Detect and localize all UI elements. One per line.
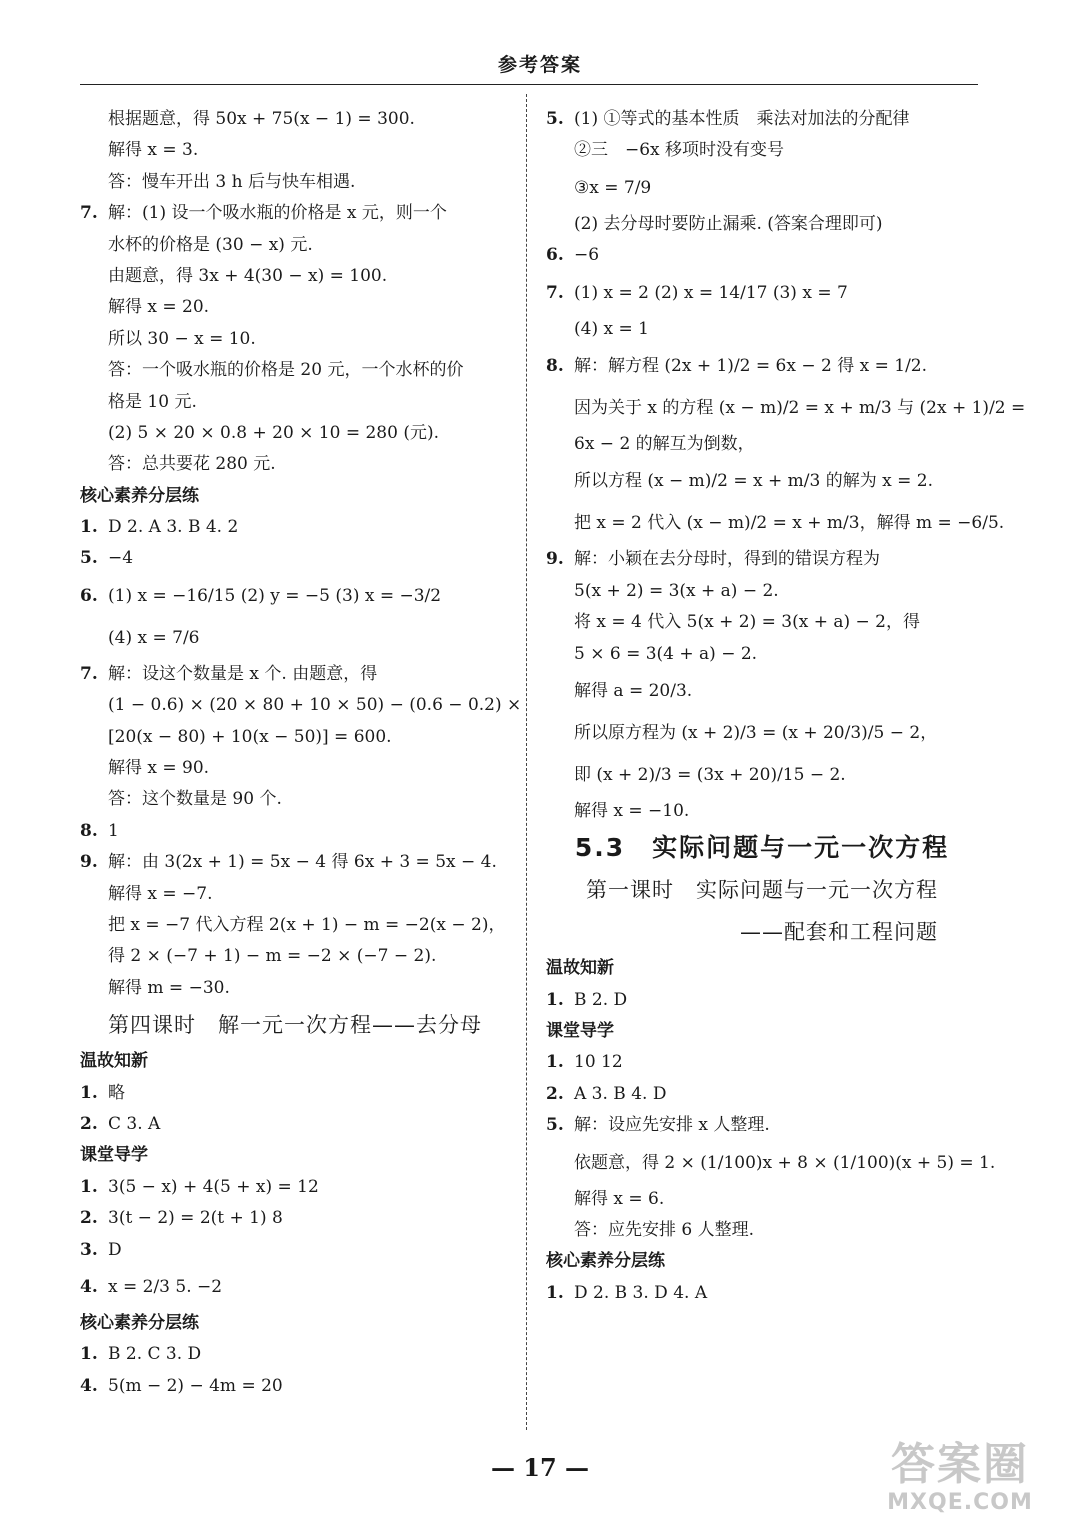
answer-item <box>80 1203 510 1234</box>
item-text: B 2. D <box>574 989 628 1010</box>
item-number: 3. <box>80 1239 98 1260</box>
item-number: 2. <box>80 1208 98 1229</box>
answer-line: (4) x = 1 <box>574 318 649 339</box>
watermark-logo <box>870 1440 1050 1524</box>
answer-line: 所以方程 (x − m)/2 = x + m/3 的解为 x = 2. <box>574 471 933 492</box>
item-text: D 2. A 3. B 4. 2 <box>108 517 239 538</box>
answer-item <box>80 1339 510 1370</box>
answer-line: (4) x = 7/6 <box>108 627 200 648</box>
answer-line: 水杯的价格是 (30 − x) 元. <box>108 234 313 255</box>
item-text: −6 <box>574 245 600 266</box>
answer-item <box>546 985 978 1016</box>
answer-line: ③x = 7/9 <box>574 177 652 198</box>
item-text: C 3. A <box>108 1113 161 1134</box>
answer-line: 因为关于 x 的方程 (x − m)/2 = x + m/3 与 (2x + 1)/2 = <box>574 397 1026 418</box>
answer-line: (2) 5 × 20 × 0.8 + 20 × 10 = 280 (元). <box>108 422 440 443</box>
item-number: 7. <box>80 203 98 224</box>
item-text: (1) ①等式的基本性质 乘法对加法的分配律 <box>574 109 910 129</box>
item-number: 1. <box>80 1176 98 1197</box>
answer-item <box>546 345 978 387</box>
page-number: — 17 — <box>490 1453 590 1482</box>
answer-item <box>80 543 510 574</box>
section-heading: 核心素养分层练 <box>80 1312 199 1333</box>
answer-line: 答：这个数量是 90 个. <box>108 789 282 810</box>
item-number: 8. <box>546 355 564 376</box>
item-text: A 3. B 4. D <box>574 1083 667 1104</box>
section-heading: 温故知新 <box>80 1051 148 1072</box>
answer-item <box>546 1278 978 1309</box>
answer-item <box>80 575 510 617</box>
item-number: 6. <box>80 585 98 606</box>
lesson-title: 第四课时 解一元一次方程——去分母 <box>108 1013 482 1038</box>
answer-line: 5 × 6 = 3(4 + a) − 2. <box>574 643 758 664</box>
answer-item <box>546 240 978 271</box>
answer-line: 根据题意，得 50x + 75(x − 1) = 300. <box>108 109 415 129</box>
answer-line: 把 x = 2 代入 (x − m)/2 = x + m/3，解得 m = −6/5. <box>574 513 1005 534</box>
answer-line: 由题意，得 3x + 4(30 − x) = 100. <box>108 265 388 286</box>
item-number: 4. <box>80 1375 98 1396</box>
answer-item <box>80 1172 510 1203</box>
section-heading: 核心素养分层练 <box>546 1251 665 1272</box>
item-number: 8. <box>80 820 98 841</box>
answer-item <box>80 659 510 690</box>
item-text: B 2. C 3. D <box>108 1344 202 1365</box>
answer-line: 即 (x + 2)/3 = (3x + 20)/15 − 2. <box>574 764 846 785</box>
section-heading: 课堂导学 <box>546 1021 614 1042</box>
answer-item <box>80 1078 510 1109</box>
answer-item <box>80 1109 510 1140</box>
answer-item <box>546 1079 978 1110</box>
header-rule <box>80 84 978 85</box>
page-header-title: 参考答案 <box>497 54 582 76</box>
answer-line: ②三 −6x 移项时没有变号 <box>574 140 785 161</box>
item-number: 1. <box>80 517 98 538</box>
section-heading: 核心素养分层练 <box>80 485 199 506</box>
item-number: 1. <box>546 989 564 1010</box>
answer-item <box>80 198 510 229</box>
item-number: 6. <box>546 245 564 266</box>
answer-item <box>546 272 978 314</box>
answer-line: 答：应先安排 6 人整理. <box>574 1220 755 1241</box>
section-heading: 课堂导学 <box>80 1145 148 1166</box>
watermark-url: MXQE.COM <box>887 1490 1033 1515</box>
answer-line: 6x − 2 的解互为倒数， <box>574 433 755 454</box>
lesson-title: 第一课时 实际问题与一元一次方程 <box>586 878 938 903</box>
answer-line: 解得 x = −7. <box>108 883 213 904</box>
item-text: (1) x = 2 (2) x = 14/17 (3) x = 7 <box>574 282 848 303</box>
item-text: D <box>108 1239 122 1260</box>
item-number: 5. <box>546 109 564 129</box>
answer-line: 格是 10 元. <box>108 391 197 412</box>
answer-item <box>546 104 978 135</box>
answer-item <box>80 847 510 878</box>
section-title: 5.3 实际问题与一元一次方程 <box>574 833 950 863</box>
watermark-mark: 答案圈 <box>891 1439 1029 1490</box>
answer-line: 解得 x = 20. <box>108 297 210 318</box>
answer-line: 5(x + 2) = 3(x + a) − 2. <box>574 580 779 601</box>
item-number: 7. <box>80 663 98 684</box>
column-divider <box>526 94 527 1430</box>
answer-item <box>546 1047 978 1078</box>
answer-item <box>80 816 510 847</box>
item-text: 1 <box>108 820 119 841</box>
right-column <box>546 104 1026 1309</box>
item-number: 5. <box>80 548 98 569</box>
answer-line: [20(x − 80) + 10(x − 50)] = 600. <box>108 726 392 747</box>
answer-item <box>546 544 978 575</box>
item-text: 解：设应先安排 x 人整理. <box>574 1115 770 1136</box>
answer-line: (2) 去分母时要防止漏乘. (答案合理即可) <box>574 213 883 234</box>
answer-line: 解得 m = −30. <box>108 977 230 998</box>
answer-line: 解得 a = 20/3. <box>574 680 693 701</box>
item-text: (1) x = −16/15 (2) y = −5 (3) x = −3/2 <box>108 585 442 606</box>
item-number: 1. <box>80 1082 98 1103</box>
item-number: 7. <box>546 282 564 303</box>
item-text: 解：由 3(2x + 1) = 5x − 4 得 6x + 3 = 5x − 4. <box>108 852 497 873</box>
answer-line: 解得 x = 3. <box>108 140 199 161</box>
answer-line: (1 − 0.6) × (20 × 80 + 10 × 50) − (0.6 − 0.2) × <box>108 695 522 716</box>
item-number: 2. <box>80 1113 98 1134</box>
answer-line: 把 x = −7 代入方程 2(x + 1) − m = −2(x − 2)， <box>108 914 506 935</box>
item-number: 2. <box>546 1083 564 1104</box>
answer-line: 所以原方程为 (x + 2)/3 = (x + 20/3)/5 − 2， <box>574 722 938 743</box>
item-text: 解：解方程 (2x + 1)/2 = 6x − 2 得 x = 1/2. <box>574 355 928 376</box>
item-number: 9. <box>80 852 98 873</box>
item-text: D 2. B 3. D 4. A <box>574 1282 708 1303</box>
answer-line: 答：慢车开出 3 h 后与快车相遇. <box>108 171 356 192</box>
item-text: 3(t − 2) = 2(t + 1) 8 <box>108 1208 283 1229</box>
item-text: 5(m − 2) − 4m = 20 <box>108 1375 283 1396</box>
item-number: 1. <box>546 1282 564 1303</box>
answer-line: 答：总共要花 280 元. <box>108 454 276 475</box>
answer-line: 依题意，得 2 × (1/100)x + 8 × (1/100)(x + 5) = 1. <box>574 1152 996 1173</box>
item-text: 解：设这个数量是 x 个. 由题意，得 <box>108 663 378 684</box>
item-text: x = 2/3 5. −2 <box>108 1276 223 1297</box>
item-text: 3(5 − x) + 4(5 + x) = 12 <box>108 1176 319 1197</box>
answer-item <box>80 1371 510 1402</box>
item-text: 解：小颖在去分母时，得到的错误方程为 <box>574 549 880 570</box>
item-text: 解：(1) 设一个吸水瓶的价格是 x 元，则一个 <box>108 203 447 224</box>
answer-item <box>80 1266 510 1308</box>
answer-line: 得 2 × (−7 + 1) − m = −2 × (−7 − 2). <box>108 946 437 967</box>
answer-item <box>80 1235 510 1266</box>
lesson-title: ——配套和工程问题 <box>740 920 938 945</box>
answer-item <box>546 1110 978 1141</box>
item-number: 4. <box>80 1276 98 1297</box>
answer-line: 将 x = 4 代入 5(x + 2) = 3(x + a) − 2，得 <box>574 612 920 633</box>
answer-line: 所以 30 − x = 10. <box>108 328 256 349</box>
item-number: 1. <box>546 1052 564 1073</box>
item-number: 1. <box>80 1344 98 1365</box>
item-number: 9. <box>546 549 564 570</box>
answer-line: 解得 x = −10. <box>574 800 690 821</box>
item-number: 5. <box>546 1115 564 1136</box>
section-heading: 温故知新 <box>546 958 614 979</box>
answer-line: 答：一个吸水瓶的价格是 20 元，一个水杯的价 <box>108 360 464 381</box>
answer-line: 解得 x = 6. <box>574 1188 665 1209</box>
item-text: 10 12 <box>574 1052 623 1073</box>
item-text: 略 <box>108 1082 125 1103</box>
left-column <box>80 104 522 1402</box>
answer-line: 解得 x = 90. <box>108 758 210 779</box>
answer-item <box>80 512 510 543</box>
item-text: −4 <box>108 548 134 569</box>
